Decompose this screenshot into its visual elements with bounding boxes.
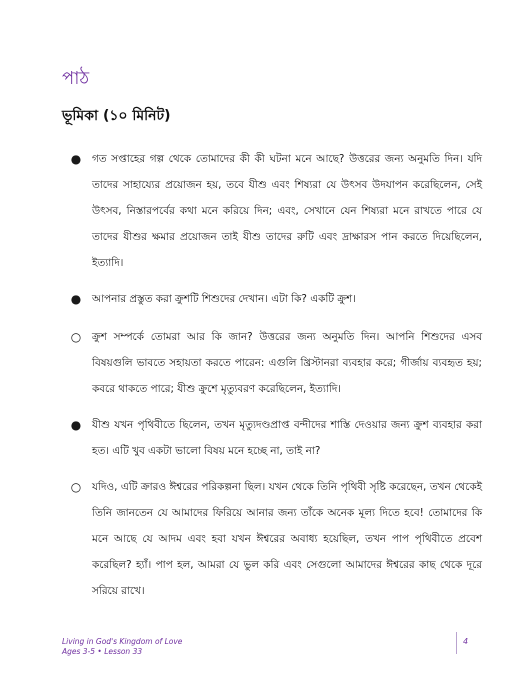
subsection-title: ভূমিকা (১০ মিনিট) — [62, 108, 171, 124]
footer-lesson-info: Ages 3-5 • Lesson 33 — [62, 647, 143, 656]
list-item — [62, 286, 482, 312]
section-title: পাঠ — [62, 68, 90, 89]
list-item-text: আপনার প্রস্তুত করা ক্রুশটি শিশুদের দেখান। এটা কি? একটি ক্রুশ। — [92, 293, 356, 305]
page-number: 4 — [463, 637, 469, 646]
footer-info — [62, 637, 182, 657]
list-item-text: ক্রুশ সম্পর্কে তোমরা আর কি জান? উত্তরের জন্য অনুমতি দিন। আপনি শিশুদের এসব বিষয়গুলি ভাবতে সহায়তা করতে পারেন: এগুলি খ্রিস্টানরা ব্যবহার করে; গীর্জায় ব্যবহৃত হয়; কবরে থাকতে পারে; যীশু ক্রুশে মৃত্যুবরণ করেছিলেন, ইত্যাদি। — [92, 331, 482, 395]
filled-bullet-icon: ● — [70, 152, 82, 166]
footer-series-title: Living in God's Kingdom of Love — [62, 637, 183, 646]
list-item — [62, 146, 482, 276]
footer-divider — [456, 632, 457, 654]
filled-bullet-icon: ● — [70, 292, 82, 306]
lesson-list — [62, 146, 482, 614]
list-item-text: যদিও, এটি ক্রারও ঈশ্বরের পরিকল্পনা ছিল। যখন থেকে তিনি পৃথিবী সৃষ্টি করেছেন, তখন থেকেই তিনি জানতেন যে আমাদের ফিরিয়ে আনার জন্য তাঁকে অনেক মূল্য দিতে হবে! তোমাদের কি মনে আছে যে আদম এবং হবা যখন ঈশ্বরের অবাধ্য হয়েছিল, তখন পাপ পৃথিবীতে প্রবেশ করেছিল? হ্যাঁ। পাপ হল, আমরা যে ভুল করি এবং সেগুলো আমাদের ঈশ্বরের কাছ থেকে দূরে সরিয়ে রাখে। — [92, 481, 482, 597]
list-item — [62, 324, 482, 402]
hollow-bullet-icon: ○ — [70, 480, 82, 494]
hollow-bullet-icon: ○ — [70, 330, 82, 344]
filled-bullet-icon: ● — [70, 418, 82, 432]
list-item — [62, 412, 482, 464]
list-item-text: গত সপ্তাহের গল্প থেকে তোমাদের কী কী ঘটনা মনে আছে? উত্তরের জন্য অনুমতি দিন। যদি তাদের সাহায্যের প্রয়োজন হয়, তবে যীশু এবং শিষ্যরা যে উৎসব উদযাপন করেছিলেন, সেই উৎসব, নিস্তারপর্বের কথা মনে করিয়ে দিন; এবং, সেখানে যেন শিষ্যরা মনে রাখতে পারে যে তাদের যীশুর ক্ষমার প্রয়োজন তাই যীশু তাদের রুটি এবং দ্রাক্ষারস পান করতে দিয়েছিলেন, ইত্যাদি। — [92, 153, 482, 269]
list-item-text: যীশু যখন পৃথিবীতে ছিলেন, তখন মৃত্যুদণ্ডপ্রাপ্ত বন্দীদের শাস্তি দেওয়ার জন্য ক্রুশ ব্যবহার করা হত। এটি খুব একটা ভালো বিষয় মনে হচ্ছে না, তাই না? — [92, 419, 482, 457]
list-item — [62, 474, 482, 604]
